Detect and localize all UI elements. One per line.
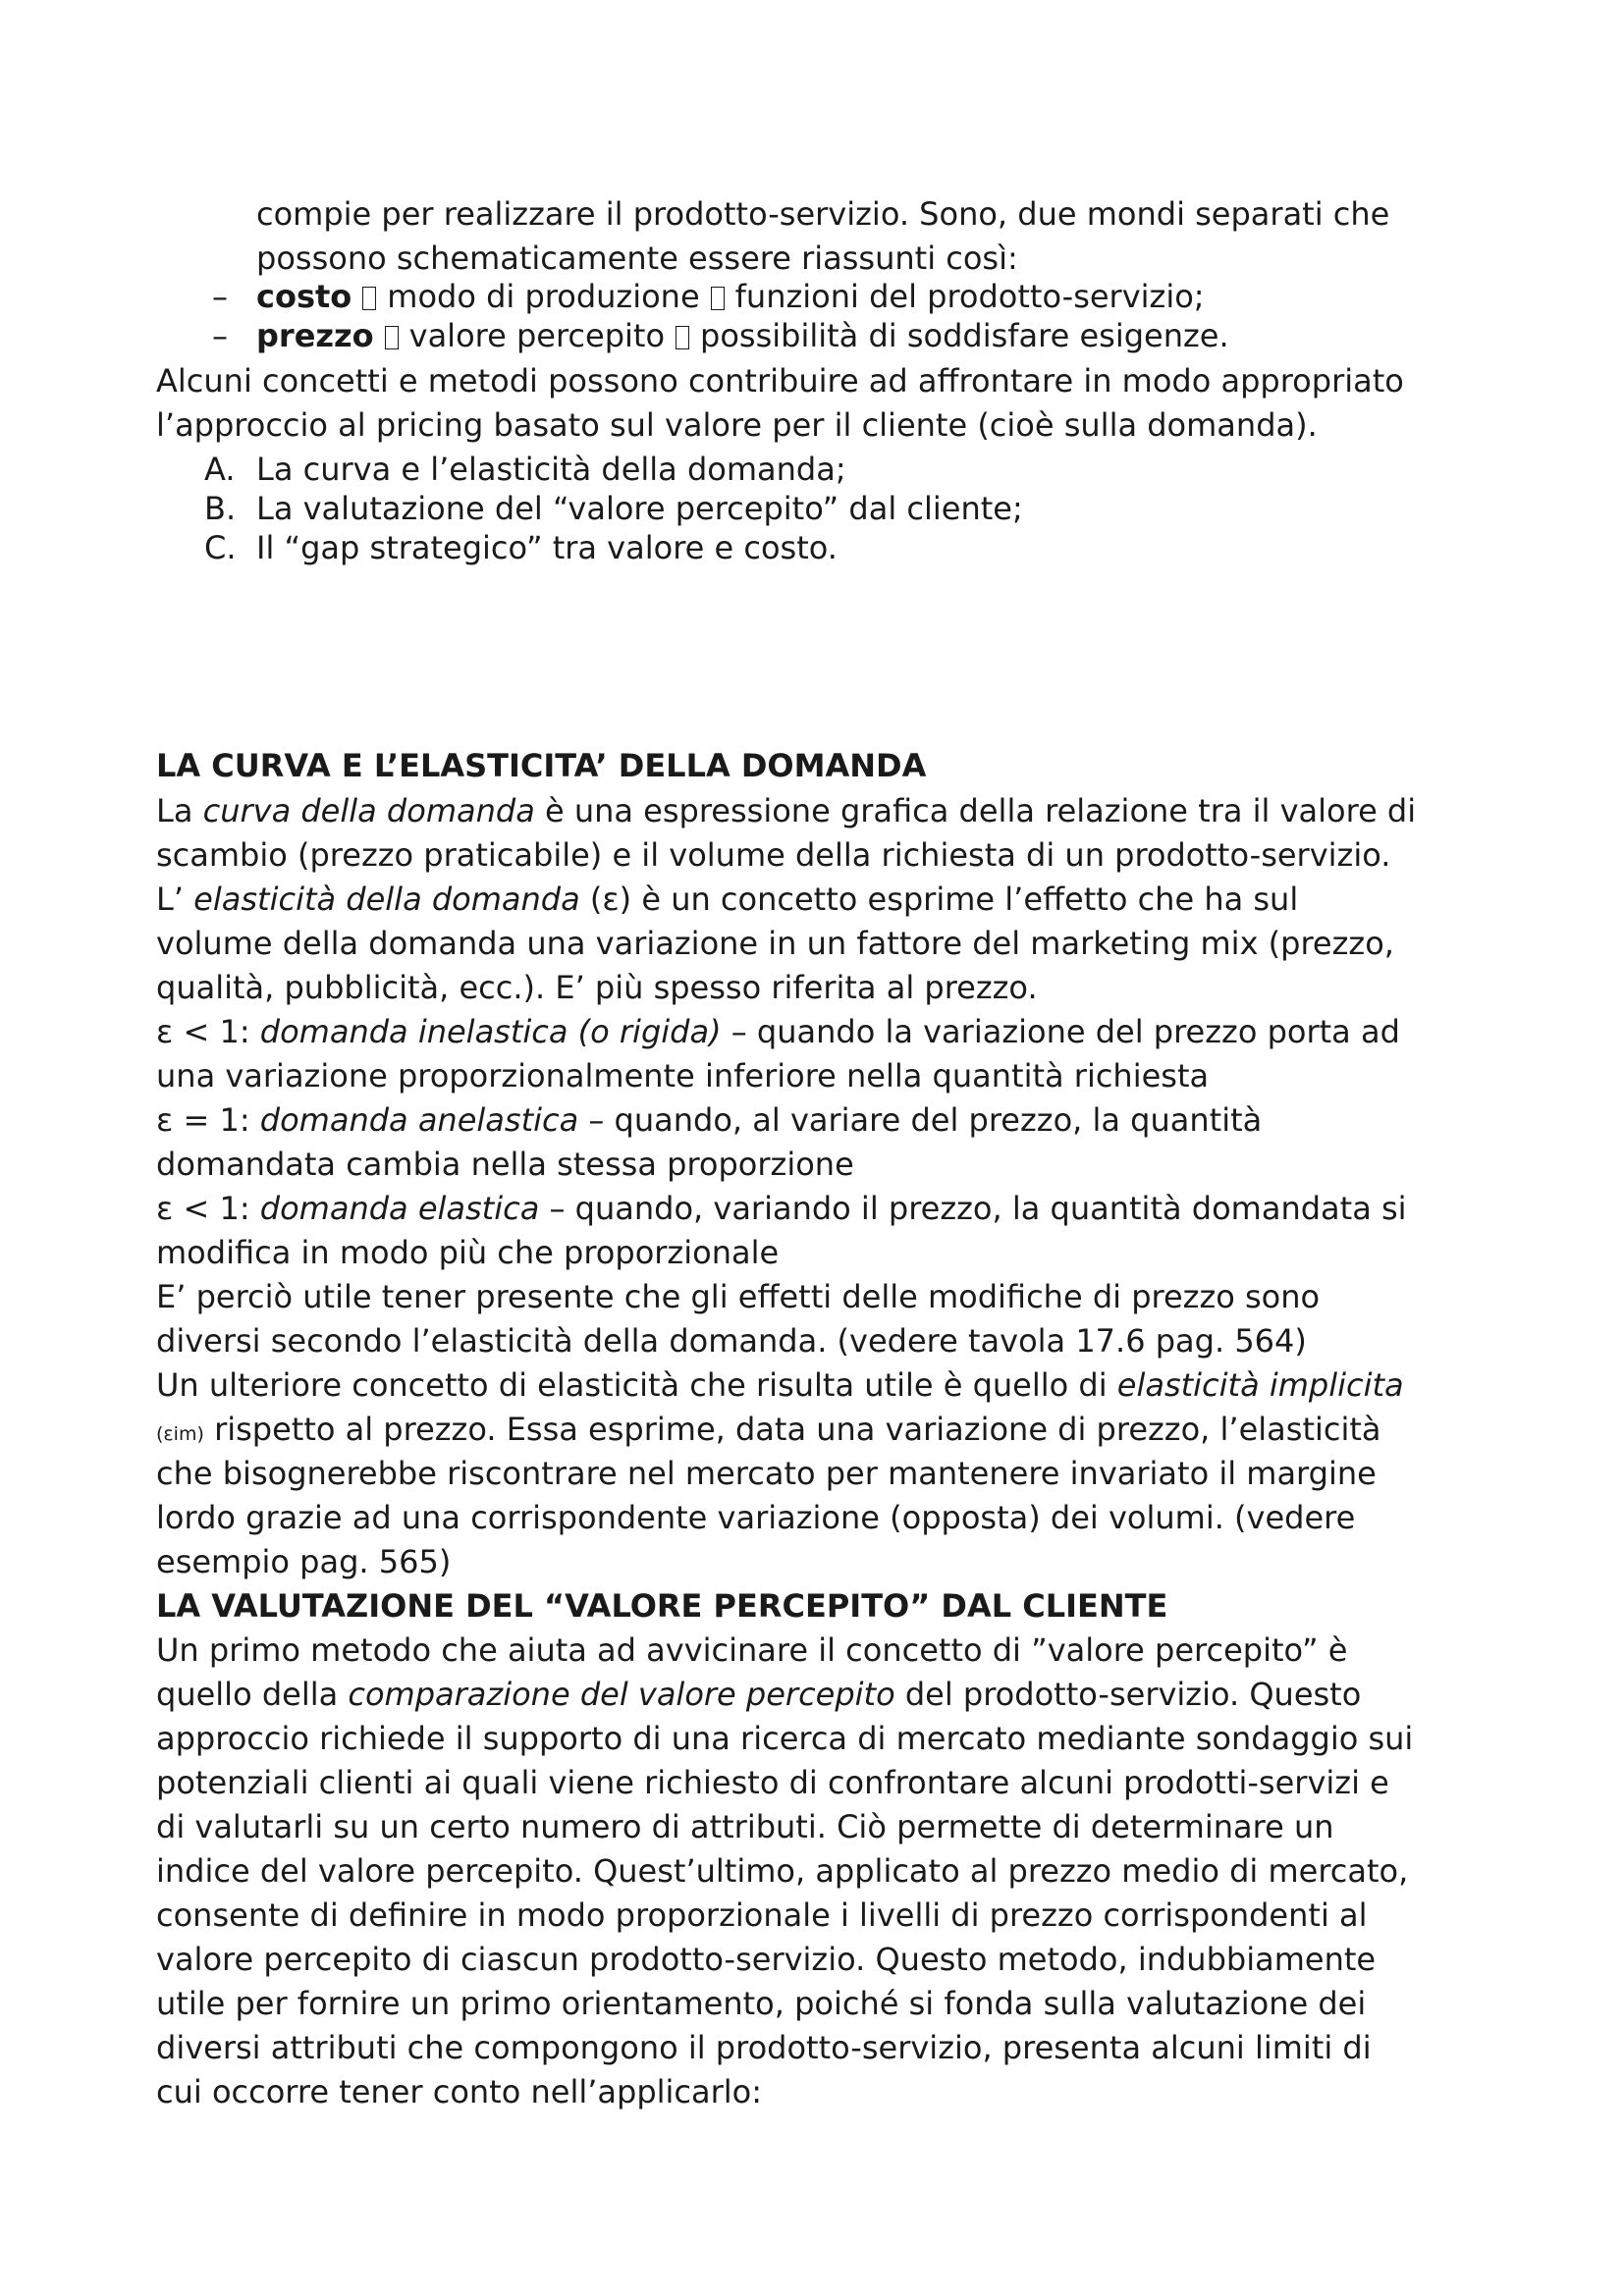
sec1-line: volume della domanda una variazione in un fattore del marketing mix (prezzo,: [156, 925, 1394, 962]
sec1-line: esempio pag. 565): [156, 1543, 452, 1580]
sec1-line: La curva della domanda è una espressione grafica della relazione tra il valore di: [156, 792, 1417, 829]
list-marker: B.: [204, 490, 237, 527]
sec2-line: diversi attributi che compongono il prodotto-servizio, presenta alcuni limiti di: [156, 2029, 1372, 2066]
sec2-line: approccio richiede il supporto di una ricerca di mercato mediante sondaggio sui: [156, 1720, 1414, 1757]
section-title-curva: LA CURVA E L’ELASTICITA’ DELLA DOMANDA: [156, 747, 927, 784]
bullet-costo-term: costo: [256, 278, 352, 315]
dash-bullet-icon: –: [212, 278, 228, 315]
missing-glyph-icon: [385, 326, 399, 349]
sec1-line: una variazione proporzionalmente inferiore nella quantità richiesta: [156, 1057, 1210, 1095]
sec1-line: E’ perciò utile tener presente che gli effetti delle modifiche di prezzo sono: [156, 1278, 1321, 1315]
sec1-line: che bisognerebbe riscontrare nel mercato per mantenere invariato il margine: [156, 1455, 1377, 1492]
sec1-line: ε = 1: domanda anelastica – quando, al variare del prezzo, la quantità: [156, 1101, 1263, 1139]
sec2-line: di valutarli su un certo numero di attributi. Ciò permette di determinare un: [156, 1808, 1334, 1845]
sec2-line: valore percepito di ciascun prodotto-servizio. Questo metodo, indubbiamente: [156, 1941, 1377, 1978]
intro-paragraph-line-2: l’approccio al pricing basato sul valore per il cliente (cioè sulla domanda).: [156, 406, 1318, 444]
sec1-line: qualità, pubblicità, ecc.). E’ più spesso riferita al prezzo.: [156, 969, 1038, 1006]
sec2-line: Un primo metodo che aiuta ad avvicinare il concetto di ”valore percepito” è: [156, 1631, 1348, 1669]
bullet-prezzo-term: prezzo: [256, 317, 374, 354]
list-marker: C.: [204, 529, 237, 566]
intro-line-1: compie per realizzare il prodotto-servizio. Sono, due mondi separati che: [256, 195, 1390, 233]
sec1-line: modifica in modo più che proporzionale: [156, 1234, 780, 1271]
bullet-prezzo: [212, 314, 1229, 358]
sec2-line: quello della comparazione del valore percepito del prodotto-servizio. Questo: [156, 1676, 1362, 1713]
bullet-costo-b: funzioni del prodotto-servizio;: [734, 278, 1205, 315]
list-item-a: [204, 448, 846, 492]
bullet-prezzo-a: valore percepito: [408, 317, 666, 354]
sec2-line: cui occorre tener conto nell’applicarlo:: [156, 2073, 763, 2110]
list-marker: A.: [204, 451, 236, 488]
sec2-line: consente di definire in modo proporzionale i livelli di prezzo corrispondenti al: [156, 1896, 1368, 1934]
sec1-line: lordo grazie ad una corrispondente variazione (opposta) dei volumi. (vedere: [156, 1499, 1356, 1536]
sec2-line: potenziali clienti ai quali viene richiesto di confrontare alcuni prodotti-servizi e: [156, 1764, 1389, 1801]
sec1-line: scambio (prezzo praticabile) e il volume della richiesta di un prodotto-servizio.: [156, 836, 1391, 874]
missing-glyph-icon: [711, 287, 725, 310]
dash-bullet-icon: –: [212, 317, 228, 354]
missing-glyph-icon: [676, 326, 689, 349]
intro-line-2: possono schematicamente essere riassunti così:: [256, 240, 1018, 277]
list-item-text: La valutazione del “valore percepito” dal cliente;: [256, 490, 1023, 527]
list-item-text: La curva e l’elasticità della domanda;: [256, 451, 846, 488]
section-title-valore: LA VALUTAZIONE DEL “VALORE PERCEPITO” DAL CLIENTE: [156, 1587, 1168, 1625]
bullet-costo-a: modo di produzione: [387, 278, 700, 315]
bullet-prezzo-b: possibilità di soddisfare esigenze.: [700, 317, 1229, 354]
sec2-line: indice del valore percepito. Quest’ultimo, applicato al prezzo medio di mercato,: [156, 1852, 1409, 1890]
list-item-b: [204, 487, 1023, 531]
list-item-c: [204, 526, 838, 570]
sec2-line: utile per fornire un primo orientamento, poiché si fonda sulla valutazione dei: [156, 1985, 1367, 2022]
elasticity-subscript: (εim): [156, 1423, 204, 1445]
intro-paragraph-line-1: Alcuni concetti e metodi possono contribuire ad affrontare in modo appropriato: [156, 362, 1404, 400]
sec1-line: (εim) rispetto al prezzo. Essa esprime, data una variazione di prezzo, l’elasticità: [156, 1411, 1381, 1448]
sec1-line: domandata cambia nella stessa proporzione: [156, 1146, 854, 1183]
sec1-line: L’ elasticità della domanda (ε) è un concetto esprime l’effetto che ha sul: [156, 881, 1299, 918]
sec1-line: diversi secondo l’elasticità della domanda. (vedere tavola 17.6 pag. 564): [156, 1322, 1307, 1360]
bullet-costo: [212, 275, 1205, 319]
sec1-line: ε < 1: domanda elastica – quando, variando il prezzo, la quantità domandata si: [156, 1190, 1407, 1227]
list-item-text: Il “gap strategico” tra valore e costo.: [256, 529, 838, 566]
sec1-line: Un ulteriore concetto di elasticità che risulta utile è quello di elasticità implicita: [156, 1366, 1404, 1404]
sec1-line: ε < 1: domanda inelastica (o rigida) – quando la variazione del prezzo porta ad: [156, 1013, 1400, 1050]
missing-glyph-icon: [362, 287, 376, 310]
